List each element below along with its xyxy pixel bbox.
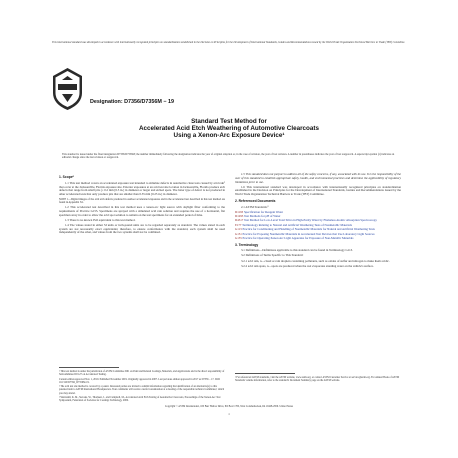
document-title bbox=[0, 118, 458, 140]
reference-link[interactable]: G113 Practice for Conditioning and Handling of Nonmetallic Materials for Natural and Artificial Weathering Tests bbox=[235, 227, 375, 232]
reference-link[interactable]: D4517 Test Method for Low-Level Total Silica in High-Purity Water by Flameless Atomic Absorption Spectroscopy bbox=[235, 218, 377, 223]
title-line: Using a Xenon-Arc Exposure Device¹ bbox=[173, 132, 285, 140]
reference-link[interactable]: E177 Terminology Relating to Natural and Artificial Weathering Tests of Nonmetallic Materials bbox=[235, 222, 352, 227]
footnote-divider bbox=[59, 367, 119, 368]
footnote: ³ For referenced ASTM standards, visit the ASTM website, www.astm.org, or contact ASTM Customer Service at service@astm.org. For Annual Book of ASTM Standards volume information, refer to the standard's Document Summary page on the ASTM website. bbox=[235, 376, 400, 383]
footnotes-left bbox=[59, 367, 225, 404]
paragraph: 1.4 The values stated in either SI units or inch-pound units are to be regarded separately as standard. The values stated in each system are not necessarily exact equivalents; therefore, to ensure conformance with the standard, each system shall be used independently of the other, and values from the two systems shall not be combined. bbox=[59, 222, 225, 235]
footnote-divider bbox=[235, 373, 295, 374]
reference-link[interactable]: G151 Practice for Exposing Nonmetallic Materials in Accelerated Test Devices that Use Laboratory Light Sources bbox=[235, 231, 375, 236]
intro-paragraph: This standard is issued under the fixed designation D7356/D7356M; the number immediately following the designation indicates the year of original adoption or, in the case of revision, the year of last revision. A number in parentheses indicates the year of last reapproval. A superscript epsilon (ε) indicates an editorial change since the last revision or reapproval. bbox=[62, 153, 395, 160]
paragraph: 3.2.2 acid rain spots, n—spots are produced when the wet evaporates standing water on the vehicle's surface. bbox=[241, 263, 374, 268]
page-number: 1 bbox=[228, 412, 230, 416]
section-heading: 3. Terminology bbox=[235, 242, 259, 247]
paragraph: 1.6 This international standard was developed in accordance with internationally recognized principles on standardization established in the Decision on Principles for the Development of International Standards, Guides and Recommendations issued by the World Trade Organization Technical Barriers to Trade (TBT) Committee. bbox=[235, 184, 401, 197]
astm-logo-icon bbox=[51, 67, 84, 111]
note: NOTE 1—Digital images of the acid etch defects produced in outdoor accelerated exposures and in the accelerated test described in this test method are found in Appendix X1. bbox=[59, 198, 225, 205]
reference-link[interactable]: D1193 Specification for Reagent Water bbox=[235, 209, 283, 214]
footnote: ¹ This test method is under the jurisdiction of ASTM Committee D01 on Paint and Related Coatings, Materials, and Applications and is the direct responsibility of Subcommittee D01.27 on Accelerated Testing. bbox=[59, 370, 225, 377]
paragraph: 3.2.1 acid rain, n—cloud or rain droplets containing pollutants, such as oxides of sulfur and nitrogen to make them acidic. bbox=[241, 258, 390, 263]
designation: Designation: D7356/D7356M − 19 bbox=[90, 99, 175, 105]
title-line: Accelerated Acid Etch Weathering of Automotive Clearcoats bbox=[139, 125, 319, 133]
reference-link[interactable]: G155 Practice for Operating Xenon Arc Light Apparatus for Exposure of Non-Metallic Materials bbox=[235, 235, 354, 240]
paragraph: 1.2 This accelerated test described in this test method uses a xenon-arc light source with daylight filter conforming to the requirements of Practice G155. Specimens are sprayed with a simulated acid rain solution and requires the use of a horizontal, flat specimen array in order to allow the acid spot solution to remain on the test specimens for an extended period of time. bbox=[59, 205, 225, 217]
section-heading: 1. Scope* bbox=[59, 175, 74, 179]
footnote: ³ Wernstahl, K. M., Stevens, W., Thomsen, J., and Campbell, M., Accelerated Acid Etch Testing of Automotive Clearcoats, Proceedings of the Xenon-Arc Test Symposium, Federation of Societies for Coatings Technology, 2006. bbox=[59, 395, 221, 403]
section-heading: 2. Referenced Documents bbox=[235, 198, 276, 203]
footnote: ² The acid test site method is covered by a patent. Interested parties are invited to submit information regarding the identification of an alternative(s) to this patented item to ASTM International Headquarters. Your comments will receive careful consideration at a meeting of the responsible technical committee,¹ which you may attend. bbox=[59, 385, 225, 395]
paragraph: 1.3 There is no known ISO equivalent to this test method. bbox=[65, 217, 136, 222]
reference-list bbox=[235, 211, 401, 241]
right-column bbox=[235, 173, 401, 270]
left-column bbox=[59, 173, 225, 237]
paragraph: 3.1 Definitions—Definitions applicable to this standard can be found in Terminology G113. bbox=[241, 248, 353, 253]
top-note: This international standard was developed in accordance with internationally recognized principles on standardization established in the Decision on Principles for the Development of International Standards, Guides and Recommendations issued by the World Trade Organization Technical Barriers to Trade (TBT) Committee. bbox=[52, 41, 405, 44]
footnotes-right bbox=[235, 373, 401, 384]
title-line: Standard Test Method for bbox=[191, 118, 267, 125]
reference-link[interactable]: D1293 Test Methods for pH of Water bbox=[235, 214, 281, 219]
copyright-line: Copyright © ASTM International, 100 Barr Harbor Drive, PO Box C700, West Conshohocken, PA 19428-2959. United States bbox=[164, 405, 294, 408]
paragraph: 2.1 ASTM Standards:³ bbox=[241, 204, 269, 209]
footnote: Current edition approved Nov. 1, 2019. Published November 2019. Originally approved in 2007. Last previous edition approved in 2017 as D7356 – 17. DOI: 10.1520/D7356_D7356M-19. bbox=[59, 377, 221, 384]
paragraph: 1.1 This test method covers an accelerated exposure test intended to simulate defects in automotive clearcoats caused by acid rain² that occur at the Jacksonville, Florida exposure site. Exterior exposures at an acid test site location in Jacksonville, Florida produce etch defects that range from small pits (≤ 0.2 mm [0.5 in.] in diameter or larger and etched spots. The latter type of defect is not produced in other accelerated tests that only produce pits that are smaller than 0.35 mm [0.25 in.] in diameter. bbox=[59, 180, 225, 196]
paragraph: 3.2 Definitions of Terms Specific to This Standard: bbox=[241, 253, 304, 258]
paragraph: 1.5 This standard does not purport to address all of the safety concerns, if any, associated with its use. It is the responsibility of the user of this standard to establish appropriate safety, health, and environmental practices and determine the applicability of regulatory limitations prior to use. bbox=[235, 172, 401, 184]
